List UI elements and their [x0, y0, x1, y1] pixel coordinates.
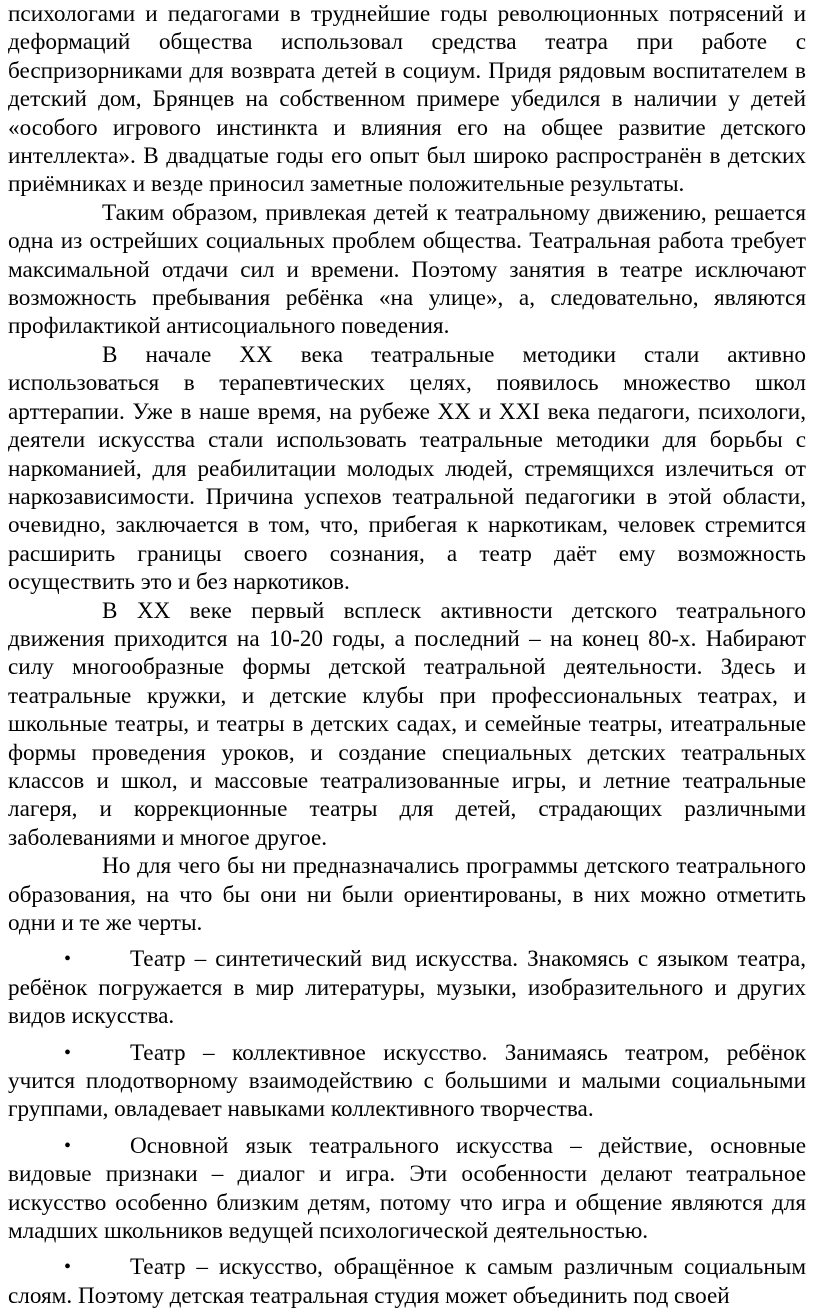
paragraph-5: Но для чего бы ни предназначались программы детского театрального образования, на что бы они ни были ориентированы, в них можно отметить одни и те же черты.	[8, 853, 806, 936]
bullet-icon: •	[64, 1041, 72, 1064]
bullet-item-3	[8, 1132, 806, 1246]
bullet-text: Основной язык театрального искусства – действие, основные видовые признаки – диалог и игра. Эти особенности делают театральное искусство особенно близким детям, потому что игра и общение являются для младших школьников ведущей психологической деятельностью.	[8, 1132, 806, 1245]
bullet-item-4	[8, 1253, 806, 1310]
paragraph-4: В XX веке первый всплеск активности детского театрального движения приходится на 10-20 годы, а последний – на конец 80-х. Набирают силу многообразные формы детской театральной деятельности. Здесь и театральные кружки, и детские клубы при профессиональных театрах, и школьные театры, и театры в детских садах, и семейные театры, итеатральные формы проведения уроков, и создание специальных детских театральных классов и школ, и массовые театрализованные игры, и летние театральные лагеря, и коррекционные театры для детей, страдающих различными заболеваниями и многое другое.	[8, 597, 806, 851]
bullet-text: Театр – коллективное искусство. Занимаясь театром, ребёнок учится плодотворному взаимодействию с большими и малыми социальными группами, овладевает навыками коллективного творчества.	[8, 1039, 806, 1123]
bullet-icon: •	[64, 1134, 72, 1157]
paragraph-2: Таким образом, привлекая детей к театральному движению, решается одна из острейших социальных проблем общества. Театральная работа требует максимальной отдачи сил и времени. Поэтому занятия в театре исключают возможность пребывания ребёнка «на улице», а, следовательно, являются профилактикой антисоциального поведения.	[8, 199, 806, 340]
paragraph-3: В начале XX века театральные методики стали активно использоваться в терапевтических целях, появилось множество школ арттерапии. Уже в наше время, на рубеже XX и XXI века педагоги, психологи, деятели искусства стали использовать театральные методики для борьбы с наркоманией, для реабилитации молодых людей, стремящихся излечиться от наркозависимости. Причина успехов театральной педагогики в этой области, очевидно, заключается в том, что, прибегая к наркотикам, человек стремится расширить границы своего сознания, а театр даёт ему возможность осуществить это и без наркотиков.	[8, 341, 806, 596]
bullet-icon: •	[64, 1256, 72, 1279]
bullet-item-2	[8, 1039, 806, 1124]
bullet-item-1	[8, 945, 806, 1030]
bullet-text: Театр – искусство, обращённое к самым различным социальным слоям. Поэтому детская театральная студия может объединить под своей	[8, 1254, 806, 1309]
paragraph-1: психологами и педагогами в труднейшие годы революционных потрясений и деформаций общества использовал средства театра при работе с беспризорниками для возврата детей в социум. Придя рядовым воспитателем в детский дом, Брянцев на собственном примере убедился в наличии у детей «особого игрового инстинкта и влияния его на общее развитие детского интеллекта». В двадцатые годы его опыт был широко распространён в детских приёмниках и везде приносил заметные положительные результаты.	[8, 1, 806, 198]
bullet-text: Театр – синтетический вид искусства. Знакомясь с языком театра, ребёнок погружается в мир литературы, музыки, изобразительного и других видов искусства.	[8, 946, 806, 1030]
document-page	[8, 0, 806, 1310]
bullet-icon: •	[64, 948, 72, 971]
